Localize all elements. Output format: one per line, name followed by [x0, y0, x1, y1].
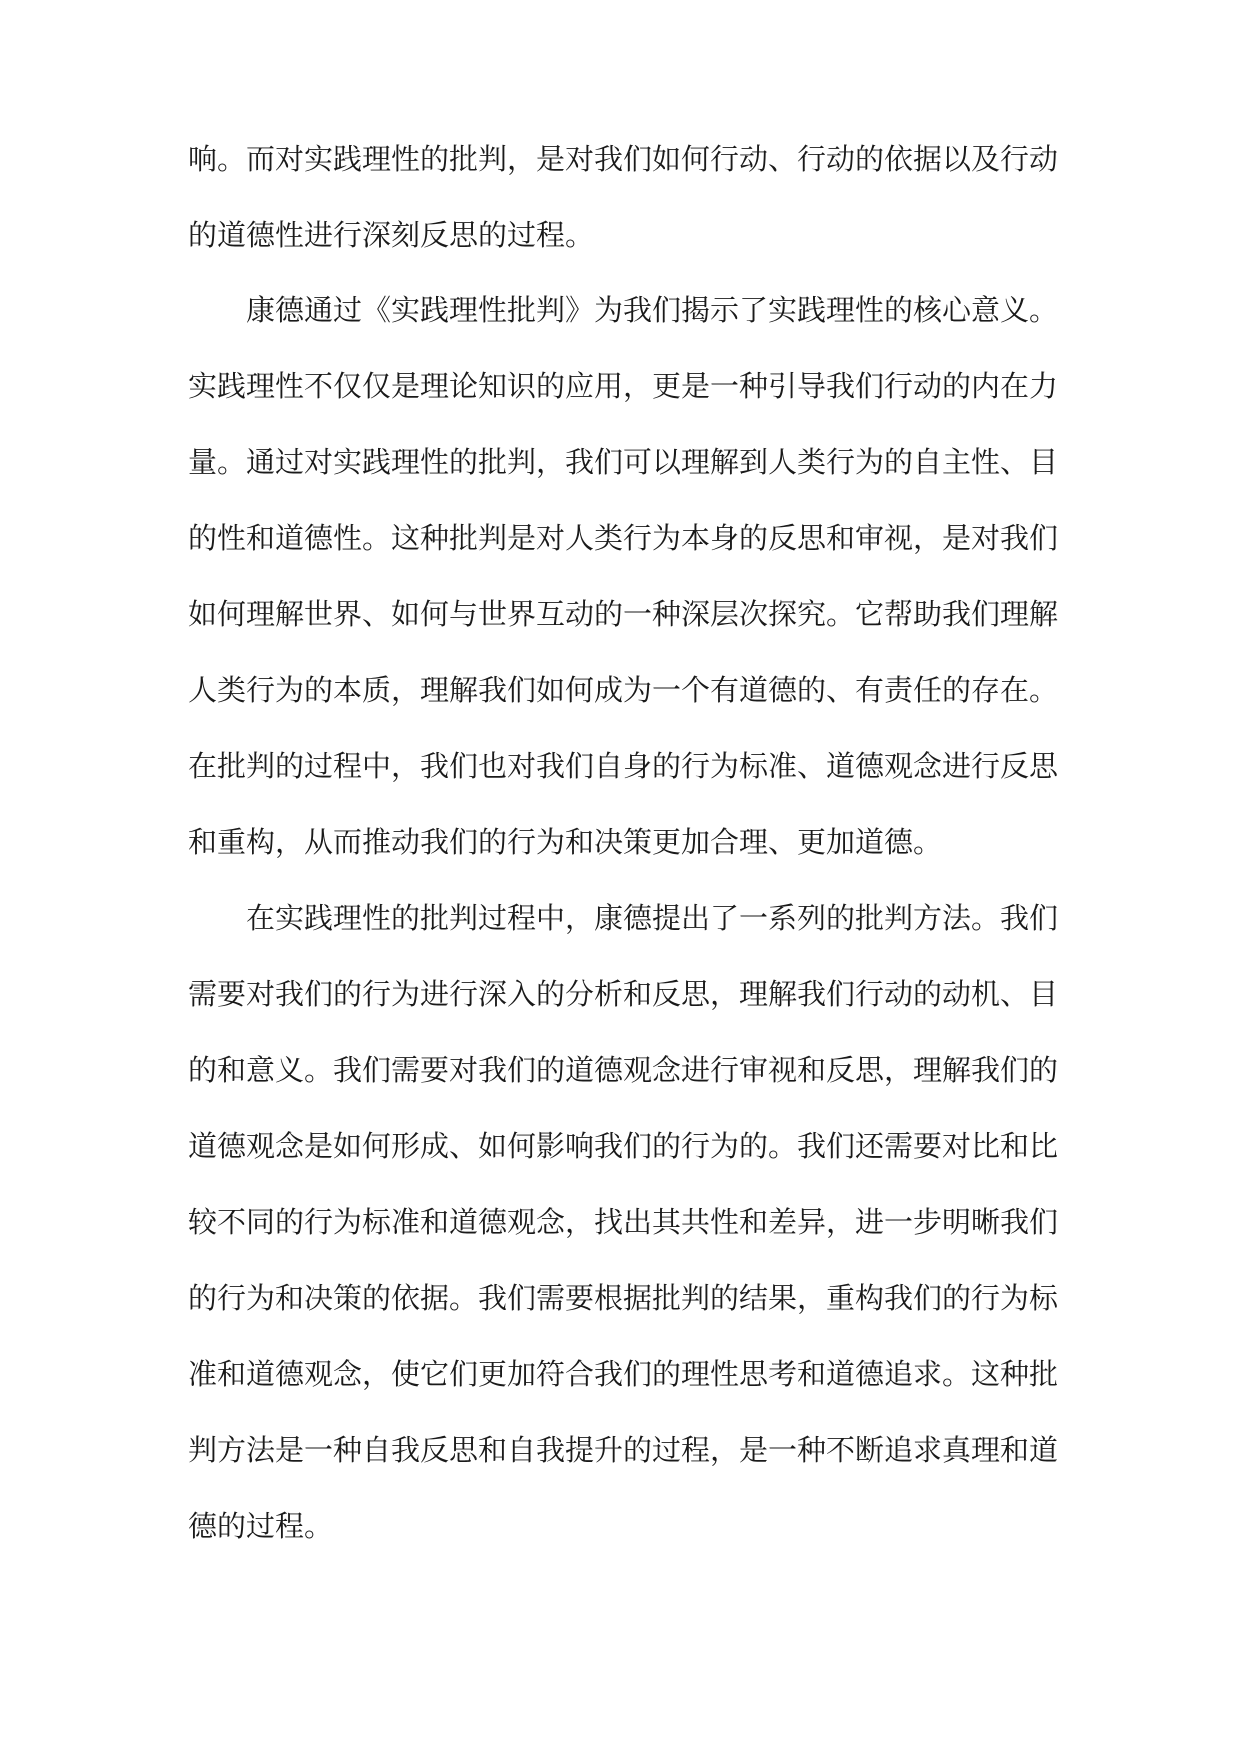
- paragraph-line: 判方法是一种自我反思和自我提升的过程，是一种不断追求真理和道: [188, 1433, 1059, 1467]
- paragraph-2: [188, 291, 1058, 861]
- paragraph-line: 的性和道德性。这种批判是对人类行为本身的反思和审视，是对我们: [188, 521, 1059, 555]
- paragraph-line: 需要对我们的行为进行深入的分析和反思，理解我们行动的动机、目: [188, 977, 1059, 1011]
- paragraph-3: [188, 899, 1058, 1545]
- paragraph-line: 在批判的过程中，我们也对我们自身的行为标准、道德观念进行反思: [188, 749, 1059, 783]
- paragraph-line: 和重构，从而推动我们的行为和决策更加合理、更加道德。: [188, 825, 943, 859]
- paragraph-line: 的和意义。我们需要对我们的道德观念进行审视和反思，理解我们的: [188, 1053, 1059, 1087]
- document-body: [188, 140, 1058, 1583]
- paragraph-line: 康德通过《实践理性批判》为我们揭示了实践理性的核心意义。: [246, 293, 1059, 327]
- paragraph-line: 实践理性不仅仅是理论知识的应用，更是一种引导我们行动的内在力: [188, 369, 1059, 403]
- paragraph-line: 准和道德观念，使它们更加符合我们的理性思考和道德追求。这种批: [188, 1357, 1059, 1391]
- paragraph-line: 道德观念是如何形成、如何影响我们的行为的。我们还需要对比和比: [188, 1129, 1059, 1163]
- paragraph-line: 在实践理性的批判过程中，康德提出了一系列的批判方法。我们: [246, 901, 1059, 935]
- paragraph-line: 量。通过对实践理性的批判，我们可以理解到人类行为的自主性、目: [188, 445, 1059, 479]
- paragraph-line: 响。而对实践理性的批判，是对我们如何行动、行动的依据以及行动: [188, 142, 1059, 176]
- paragraph-1: [188, 140, 1058, 254]
- paragraph-line: 人类行为的本质，理解我们如何成为一个有道德的、有责任的存在。: [188, 673, 1059, 707]
- paragraph-line: 较不同的行为标准和道德观念，找出其共性和差异，进一步明晰我们: [188, 1205, 1059, 1239]
- paragraph-line: 的道德性进行深刻反思的过程。: [188, 217, 595, 252]
- paragraph-line: 德的过程。: [188, 1509, 334, 1543]
- paragraph-line: 的行为和决策的依据。我们需要根据批判的结果，重构我们的行为标: [188, 1281, 1059, 1315]
- paragraph-line: 如何理解世界、如何与世界互动的一种深层次探究。它帮助我们理解: [188, 597, 1059, 631]
